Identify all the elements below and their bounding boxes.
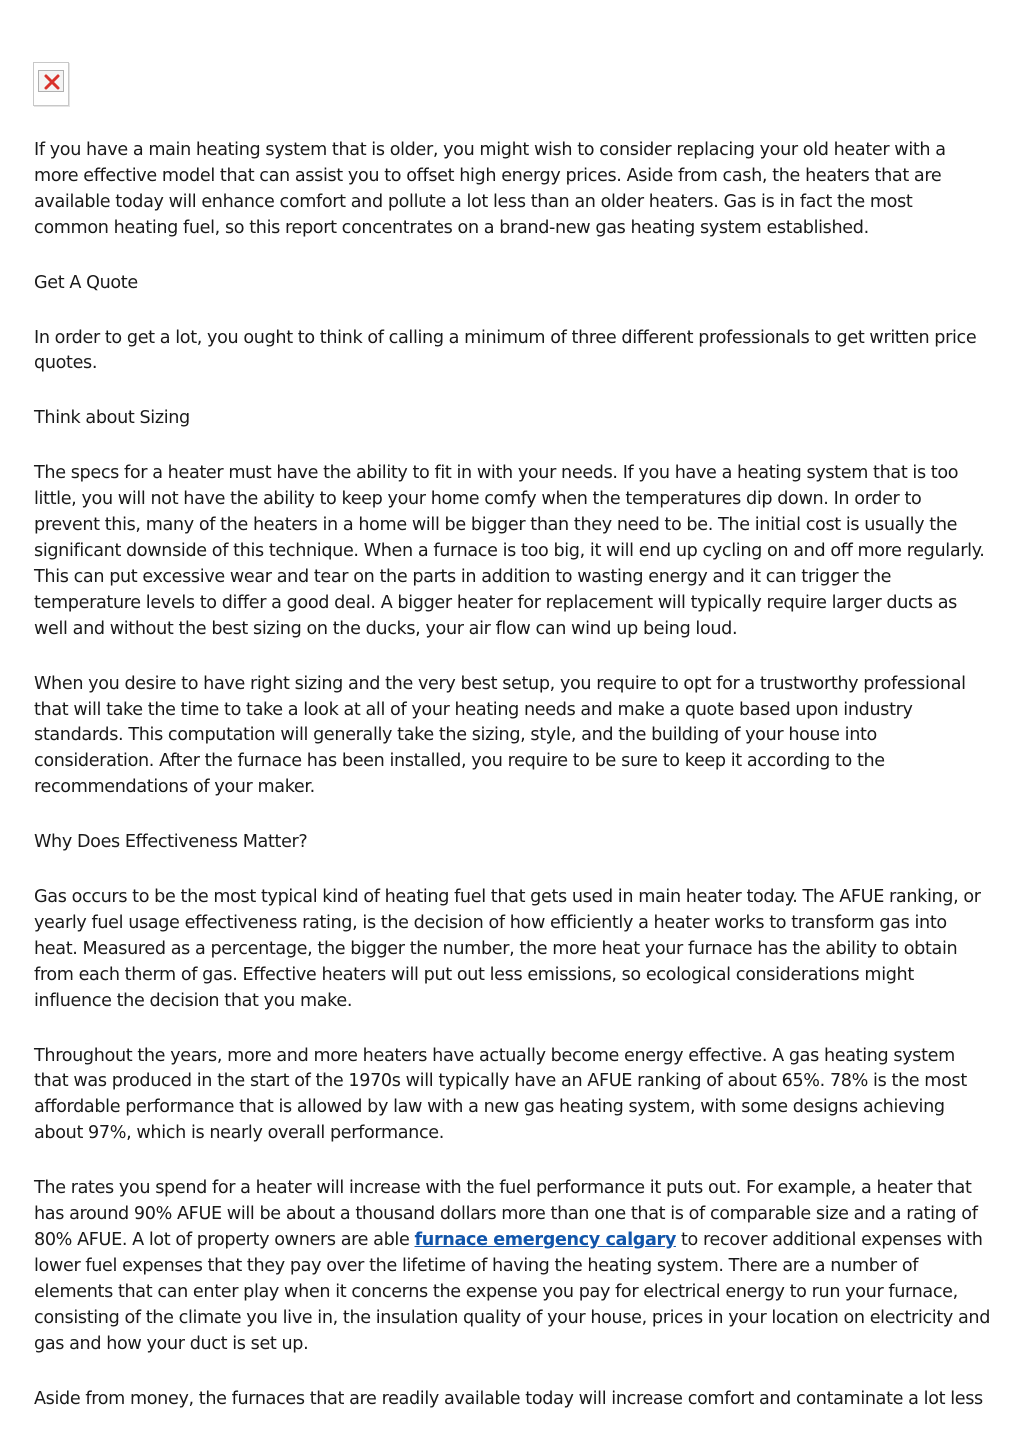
paragraph-afue: Gas occurs to be the most typical kind of heating fuel that gets used in main heater today. The AFUE ranking, or yearly fuel usage effectiveness rating, is the decision of how efficiently a heater works to transform gas into heat. Measured as a percentage, the bigger the number, the more heat your furnace has the ability to obtain from each therm of gas. Effective heaters will put out less emissions, so ecological considerations might influence the decision that you make.	[34, 887, 981, 1011]
paragraph-closing: Aside from money, the furnaces that are readily available today will increase comfort and contaminate a lot less	[34, 1388, 983, 1409]
paragraph-setup: When you desire to have right sizing and the very best setup, you require to opt for a trustworthy professional that will take the time to take a look at all of your heating needs and make a quote based upon industry standards. This computation will generally take the sizing, style, and the building of your house into consideration. After the furnace has been installed, you require to be sure to keep it according to the recommendations of your maker.	[34, 673, 966, 798]
heading-sizing: Think about Sizing	[34, 408, 190, 429]
broken-image-icon	[43, 73, 61, 91]
paragraph-intro: If you have a main heating system that is older, you might wish to consider replacing your old heater with a more effective model that can assist you to offset high energy prices. Aside from cash, the heaters that are available today will enhance comfort and pollute a lot less than an older heaters. Gas is in fact the most common heating fuel, so this report concentrates on a brand-new gas heating system established.	[34, 140, 946, 238]
broken-image-frame	[38, 70, 64, 92]
heading-effectiveness: Why Does Effectiveness Matter?	[34, 832, 308, 853]
paragraph-sizing: The specs for a heater must have the ability to fit in with your needs. If you have a heating system that is too little, you will not have the ability to keep your home comfy when the temperatures dip down. In order to prevent this, many of the heaters in a home will be bigger than they need to be. The initial cost is usually the significant downside of this technique. When a furnace is too big, it will end up cycling on and off more regularly. This can put excessive wear and tear on the parts in addition to wasting energy and it can trigger the temperature levels to differ a good deal. A bigger heater for replacement will typically require larger ducts as well and without the best sizing on the ducks, your air flow can wind up being loud.	[34, 463, 985, 639]
furnace-emergency-link[interactable]: furnace emergency calgary	[414, 1230, 676, 1250]
paragraph-rates	[34, 1176, 992, 1357]
paragraph-rates-before: The rates you spend for a heater will increase with the fuel performance it puts out. For example, a heater that has around 90% AFUE will be about a thousand dollars more than one that is of comparable size and a rating of 80% AFUE. A lot of property owners are able	[34, 1178, 978, 1250]
paragraph-history: Throughout the years, more and more heaters have actually become energy effective. A gas heating system that was produced in the start of the 1970s will typically have an AFUE ranking of about 65%. 78% is the most affordable performance that is allowed by law with a new gas heating system, with some designs achieving about 97%, which is nearly overall performance.	[34, 1045, 967, 1144]
heading-get-a-quote: Get A Quote	[34, 272, 138, 293]
paragraph-rates-after: to recover additional expenses with lower fuel expenses that they pay over the lifetime of having the heating system. There are a number of elements that can enter play when it concerns the expense you pay for electrical energy to run your furnace, consisting of the climate you live in, the insulation quality of your house, prices in your location on electricity and gas and how your duct is set up.	[34, 1230, 991, 1354]
broken-image-placeholder	[33, 62, 69, 106]
article-body	[34, 138, 992, 1441]
paragraph-quotes: In order to get a lot, you ought to think of calling a minimum of three different professionals to get written price quotes.	[34, 327, 977, 374]
